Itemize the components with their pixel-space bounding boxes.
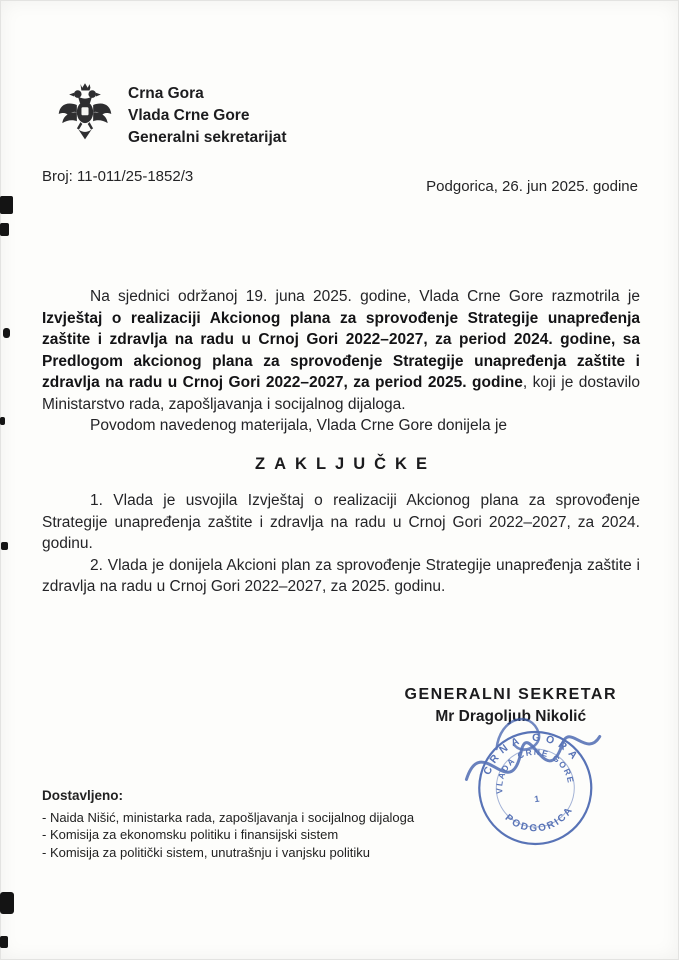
org-line-secretariat: Generalni sekretarijat xyxy=(128,129,287,146)
distribution-label: Dostavljeno: xyxy=(42,788,124,803)
stamp-bottom-text: PODGORICA xyxy=(502,804,576,835)
scan-artifact xyxy=(3,328,10,338)
scan-artifact xyxy=(0,196,13,214)
distribution-list xyxy=(42,788,414,862)
place-date: Podgorica, 26. jun 2025. godine xyxy=(426,178,638,195)
stamp-number: 1 xyxy=(533,793,540,805)
org-line-government: Vlada Crne Gore xyxy=(128,107,250,124)
reference-number: Broj: 11-011/25-1852/3 xyxy=(42,168,194,185)
paragraph-lead-in: Povodom navedenog materijala, Vlada Crne Gore donijela je xyxy=(90,417,508,434)
official-stamp xyxy=(440,695,631,877)
scan-artifact xyxy=(1,542,8,550)
intro-text-end: , koji je dostavilo Ministarstvo rada, zapošljavanja i socijalnog dijaloga. xyxy=(42,374,640,413)
org-line-country: Crna Gora xyxy=(128,85,204,102)
conclusion-item-1: 1. Vlada je usvojila Izvještaj o realizaciji Akcionog plana za sprovođenje Strategije unapređenja zaštite i zdravlja na radu u Crnoj Gori 2022–2027, za 2024. godinu. xyxy=(42,492,640,552)
scan-artifact xyxy=(0,223,9,236)
signatory-title: GENERALNI SEKRETAR xyxy=(404,686,617,703)
scan-artifact xyxy=(0,417,5,425)
conclusion-item-2: 2. Vlada je donijela Akcioni plan za sprovođenje Strategije unapređenja zaštite i zdravlja na radu u Crnoj Gori 2022–2027, za 2025. godinu. xyxy=(42,556,640,595)
conclusions-heading: ZAKLJUČKE xyxy=(255,454,436,473)
intro-text-start: Na sjednici održanoj 19. juna 2025. godine, Vlada Crne Gore razmotrila je xyxy=(90,288,640,305)
org-name-block xyxy=(128,80,287,149)
reference-row xyxy=(42,168,638,195)
letterhead xyxy=(56,80,287,149)
scan-artifact xyxy=(0,936,8,948)
scan-artifact xyxy=(0,892,14,914)
distribution-item: - Komisija za ekonomsku politiku i finansijski sistem xyxy=(42,827,339,842)
distribution-item: - Naida Nišić, ministarka rada, zapošljavanja i socijalnog dijaloga xyxy=(42,809,415,825)
document-body xyxy=(42,286,640,598)
coat-of-arms-icon xyxy=(56,80,114,148)
distribution-item: - Komisija za politički sistem, unutrašnju i vanjsku politiku xyxy=(42,844,371,860)
paragraph-intro xyxy=(42,286,640,415)
signatory-name: Mr Dragoljub Nikolić xyxy=(435,708,587,725)
stamp-inner-text: VLADA CRNE GORE xyxy=(494,746,577,795)
report-title-bold: Izvještaj o realizaciji Akcionog plana za sprovođenje Strategije unapređenja zaštite i zdravlja na radu u Crnoj Gori 2022–2027, za period 2024. godine, sa Predlogom akcionog plana za sprovođenje Strategije unapređenja zaštite i zdravlja na radu u Crnoj Gori 2022–2027, za period 2025. godine xyxy=(42,309,640,391)
stamp-arc-top-text: CRNA GORA xyxy=(481,731,583,777)
